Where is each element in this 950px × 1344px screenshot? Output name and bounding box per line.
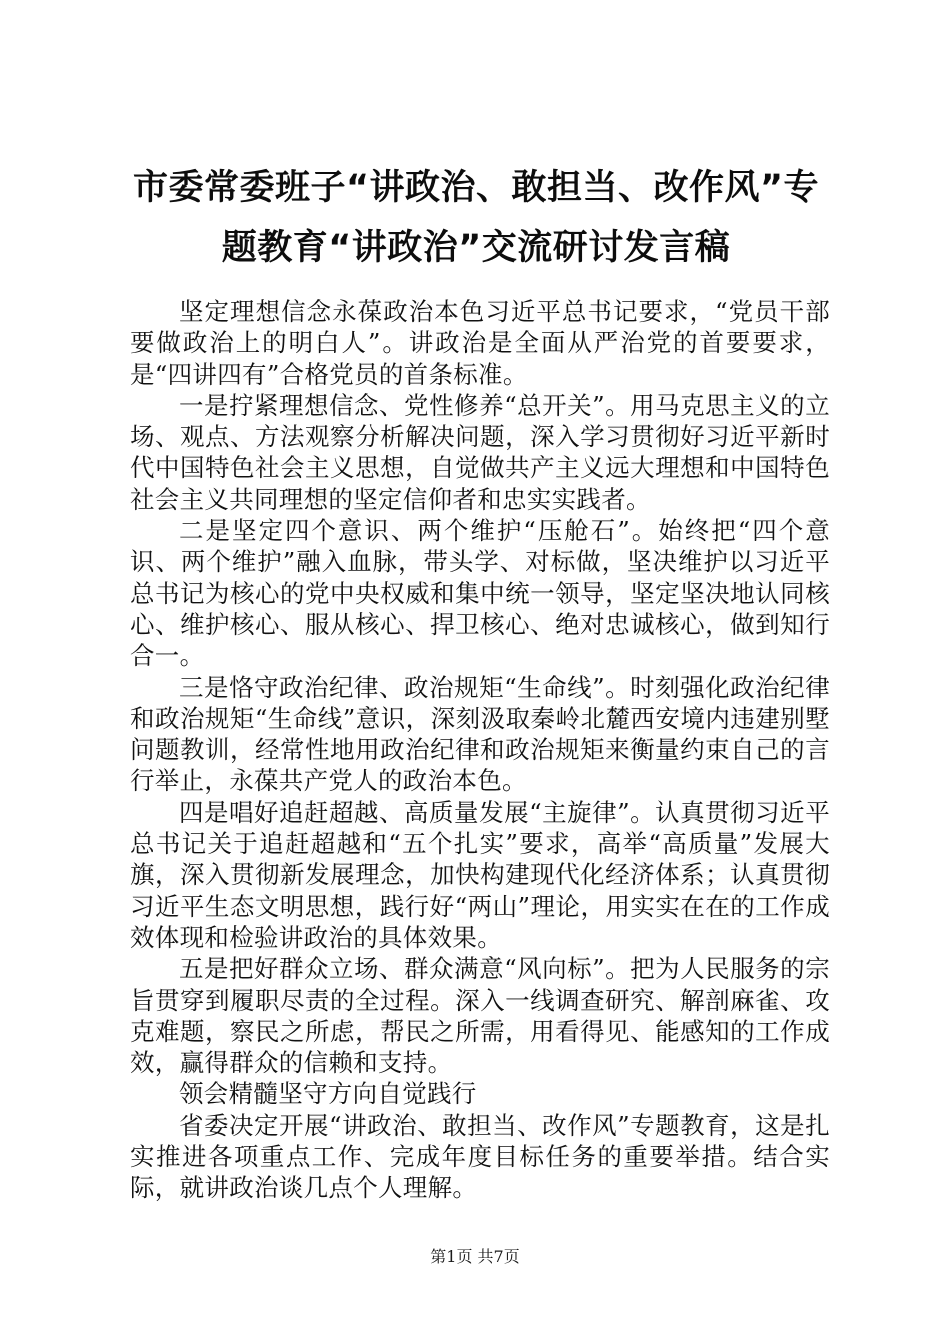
- document-title: 市委常委班子“讲政治、敢担当、改作风”专题教育“讲政治”交流研讨发言稿: [132, 168, 819, 268]
- page-number-footer: 第1页 共7页: [430, 1247, 520, 1266]
- paragraph: 三是恪守政治纪律、政治规矩“生命线”。时刻强化政治纪律和政治规矩“生命线”意识，深刻汲取秦岭北麓西安境内违建别墅问题教训，经常性地用政治纪律和政治规矩来衡量约束自己的言行举止，永葆共产党人的政治本色。: [130, 672, 830, 796]
- paragraph: 五是把好群众立场、群众满意“风向标”。把为人民服务的宗旨贯穿到履职尽责的全过程。深入一线调查研究、解剖麻雀、攻克难题，察民之所虑，帮民之所需，用看得见、能感知的工作成效，赢得群众的信赖和支持。: [130, 954, 830, 1078]
- paragraph: 二是坚定四个意识、两个维护“压舱石”。始终把“四个意识、两个维护”融入血脉，带头学、对标做，坚决维护以习近平总书记为核心的党中央权威和集中统一领导，坚定坚决地认同核心、维护核心、服从核心、捍卫核心、绝对忠诚核心，做到知行合一。: [130, 516, 830, 671]
- paragraph: 坚定理想信念永葆政治本色习近平总书记要求，“党员干部要做政治上的明白人”。讲政治是全面从严治党的首要要求，是“四讲四有”合格党员的首条标准。: [130, 297, 830, 389]
- paragraph: 一是拧紧理想信念、党性修养“总开关”。用马克思主义的立场、观点、方法观察分析解决问题，深入学习贯彻好习近平新时代中国特色社会主义思想，自觉做共产主义远大理想和中国特色社会主义共同理想的坚定信仰者和忠实实践者。: [130, 390, 830, 514]
- document-body: [130, 296, 830, 1204]
- paragraph: 四是唱好追赶超越、高质量发展“主旋律”。认真贯彻习近平总书记关于追赶超越和“五个扎实”要求，高举“高质量”发展大旗，深入贯彻新发展理念，加快构建现代化经济体系；认真贯彻习近平生态文明思想，践行好“两山”理论，用实实在在的工作成效体现和检验讲政治的具体效果。: [130, 797, 830, 952]
- section-heading: 领会精髓坚守方向自觉践行: [179, 1079, 477, 1109]
- paragraph: 省委决定开展“讲政治、敢担当、改作风”专题教育，这是扎实推进各项重点工作、完成年度目标任务的重要举措。结合实际，就讲政治谈几点个人理解。: [130, 1110, 830, 1203]
